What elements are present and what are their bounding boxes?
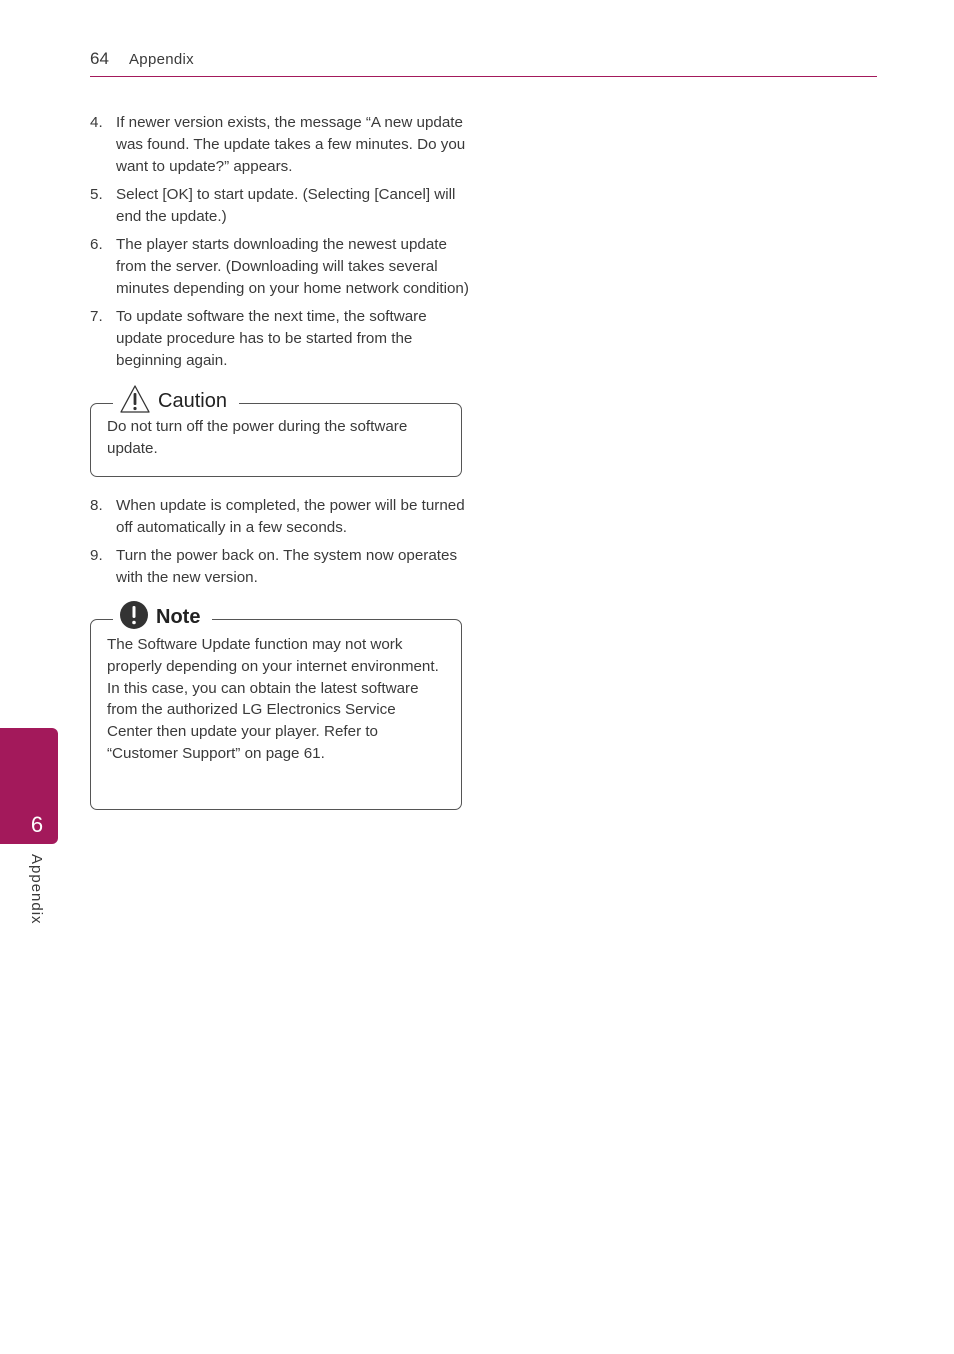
exclamation-circle-icon	[119, 600, 149, 635]
page-number: 64	[90, 49, 109, 68]
list-item	[90, 112, 470, 178]
step-number: 6.	[90, 236, 103, 253]
list-item	[90, 306, 470, 372]
step-text: Turn the power back on. The system now operates with the new version.	[116, 547, 458, 586]
step-number: 8.	[90, 497, 103, 514]
step-text: The player starts downloading the newest update from the server. (Downloading will takes several minutes depending on your home network condition)	[116, 236, 469, 297]
step-number: 5.	[90, 186, 103, 203]
step-text: If newer version exists, the message “A new update was found. The update takes a few minutes. Do you want to update?” appears.	[116, 114, 466, 175]
step-text: To update software the next time, the software update procedure has to be started from the beginning again.	[116, 308, 427, 369]
step-text: When update is completed, the power will be turned off automatically in a few seconds.	[116, 497, 465, 536]
step-number: 7.	[90, 308, 103, 325]
step-text: Select [OK] to start update. (Selecting [Cancel] will end the update.)	[116, 186, 456, 225]
warning-triangle-icon	[119, 384, 151, 419]
note-label: Note	[156, 605, 201, 628]
caution-label: Caution	[158, 389, 227, 412]
chapter-tab	[0, 728, 58, 844]
chapter-number: 6	[30, 812, 44, 837]
main-content	[90, 112, 470, 810]
steps-list-first	[90, 112, 470, 372]
note-box	[90, 605, 462, 810]
note-text: The Software Update function may not work properly depending on your internet environment. In this case, you can obtain the latest software from the authorized LG Electronics Service Center then update your player. Refer to “Customer Support” on page 61.	[107, 636, 439, 762]
page-header	[90, 48, 877, 77]
caution-text: Do not turn off the power during the software update.	[107, 418, 408, 457]
step-number: 9.	[90, 547, 103, 564]
caution-title	[113, 384, 239, 418]
step-number: 4.	[90, 114, 103, 131]
list-item	[90, 495, 470, 539]
steps-list-second	[90, 495, 470, 589]
note-title	[113, 600, 212, 634]
section-name: Appendix	[129, 51, 194, 68]
chapter-label: Appendix	[28, 854, 45, 925]
list-item	[90, 545, 470, 589]
list-item	[90, 184, 470, 228]
list-item	[90, 234, 470, 300]
caution-box	[90, 389, 462, 477]
